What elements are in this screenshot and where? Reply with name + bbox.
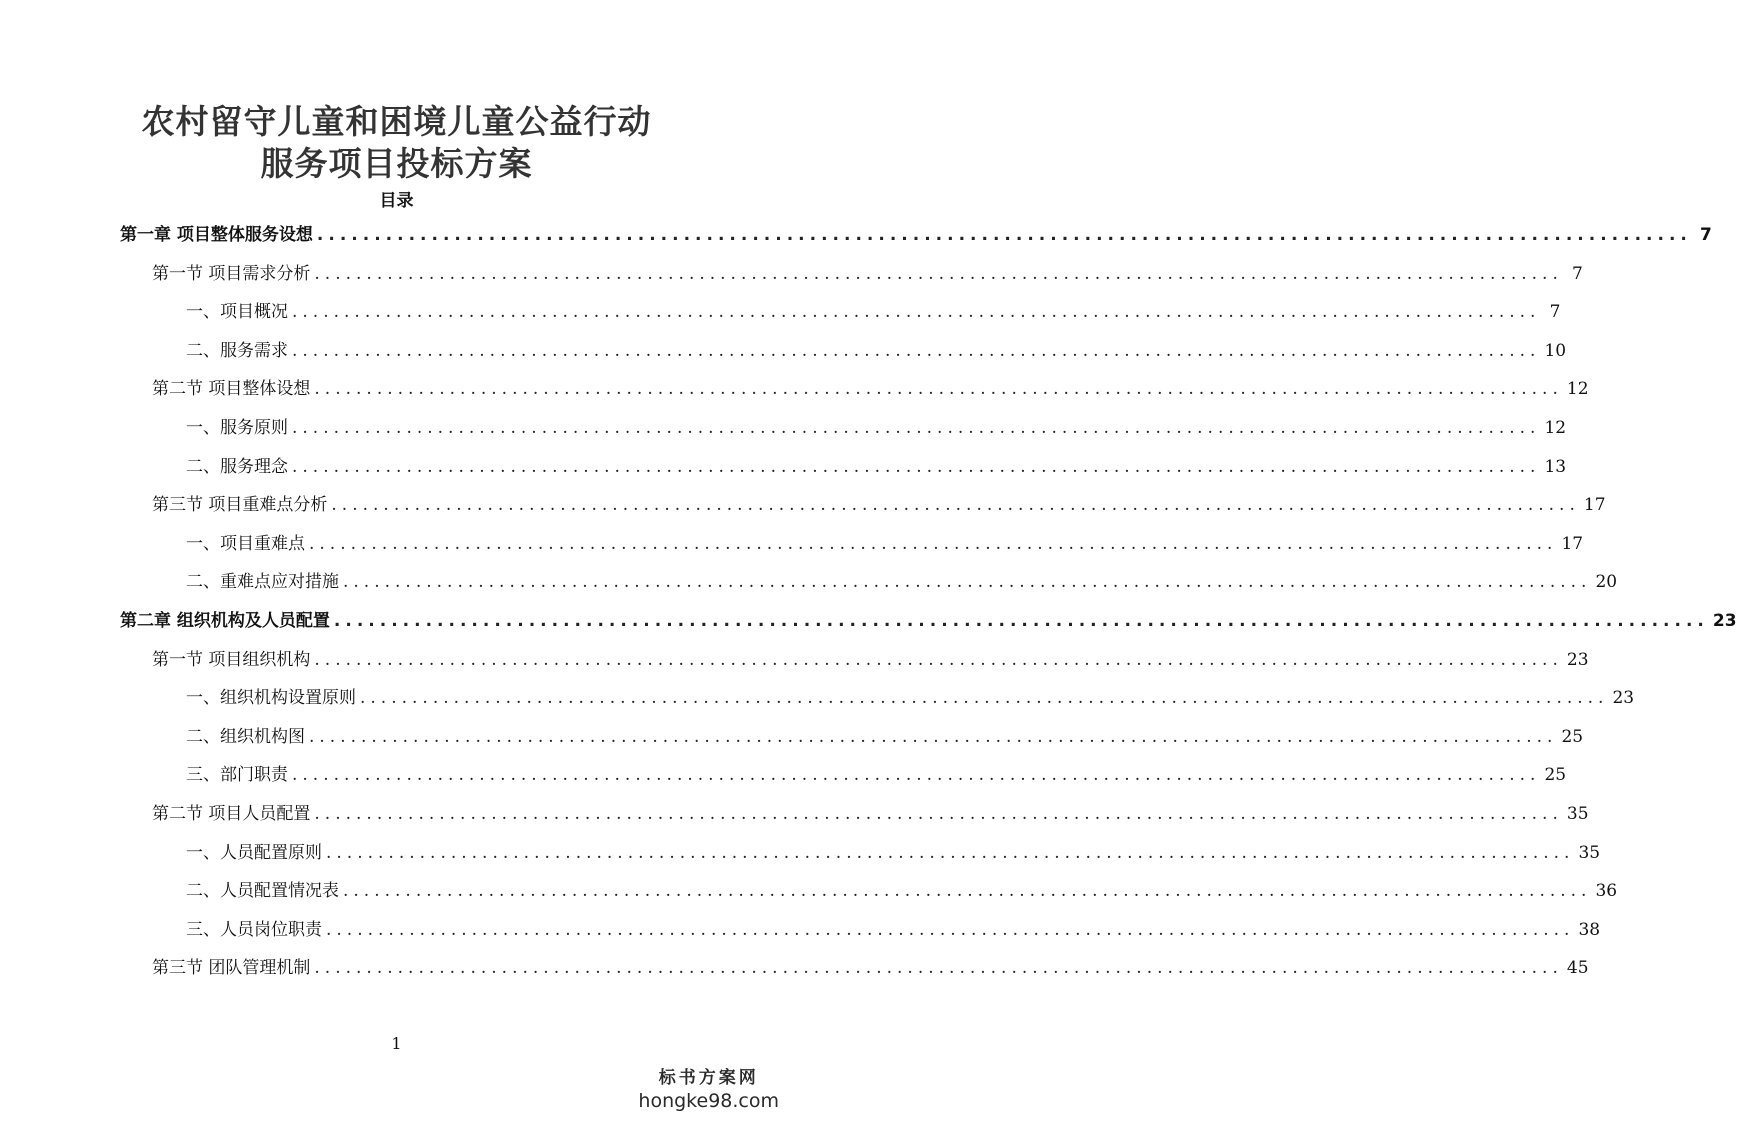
toc-leader-dots: ........................................................................................................................	[314, 379, 1563, 400]
toc-entry[interactable]	[186, 450, 1567, 484]
toc-leader-dots: ........................................................................................................................	[333, 611, 1709, 631]
toc-entry[interactable]	[186, 411, 1567, 445]
toc-entry-title: 三、人员岗位职责	[186, 919, 322, 940]
toc-entry-page: 12	[1544, 418, 1567, 438]
toc-entry-title: 二、服务理念	[186, 456, 288, 477]
toc-entry-title: 第二节 项目整体设想	[152, 379, 311, 400]
toc-entry[interactable]	[186, 681, 1635, 715]
watermark-chinese: 标书方案网	[658, 1068, 759, 1088]
toc-entry[interactable]	[186, 295, 1561, 329]
toc-entry-title: 二、重难点应对措施	[186, 572, 339, 593]
toc-entry-page: 7	[1572, 263, 1583, 284]
toc-leader-dots: ........................................................................................................................	[326, 842, 1575, 863]
document-title-line2: 服务项目投标方案	[260, 144, 533, 183]
toc-entry[interactable]	[186, 874, 1618, 908]
toc-entry-page: 17	[1561, 533, 1584, 554]
toc-entry[interactable]	[186, 758, 1567, 792]
toc-entry-title: 第二节 项目人员配置	[152, 804, 311, 824]
toc-entry-page: 23	[1566, 649, 1589, 670]
toc-entry[interactable]	[186, 527, 1584, 561]
toc-leader-dots: ........................................................................................................................	[360, 688, 1609, 709]
toc-entry-page: 13	[1544, 456, 1567, 477]
toc-entry-title: 第一节 项目需求分析	[152, 263, 311, 284]
toc-entry[interactable]	[186, 913, 1601, 947]
toc-entry[interactable]	[186, 334, 1567, 368]
watermark-domain: hongke98.com	[638, 1090, 779, 1112]
toc-leader-dots: ........................................................................................................................	[314, 958, 1563, 979]
toc-entry-page: 10	[1544, 340, 1567, 361]
toc-entry-page: 23	[1612, 688, 1635, 709]
toc-entry-title: 第三节 项目重难点分析	[152, 495, 328, 516]
toc-entry[interactable]	[186, 565, 1618, 599]
toc-entry-title: 二、人员配置情况表	[186, 881, 339, 902]
toc-entry-page: 45	[1566, 958, 1589, 979]
toc-entry-page: 35	[1578, 842, 1601, 863]
toc-entry-title: 一、组织机构设置原则	[186, 688, 356, 709]
toc-entry-page: 7	[1700, 225, 1712, 245]
toc-leader-dots: ........................................................................................................................	[331, 495, 1580, 516]
toc-entry-title: 二、服务需求	[186, 340, 288, 361]
toc-leader-dots: ........................................................................................................................	[309, 533, 1558, 554]
toc-leader-dots: ........................................................................................................................	[292, 418, 1541, 438]
toc-entry[interactable]	[186, 836, 1601, 870]
page-number: 1	[391, 1034, 402, 1053]
toc-entry-page: 7	[1549, 302, 1561, 323]
toc-entry[interactable]	[120, 604, 1737, 638]
toc-entry-title: 一、服务原则	[186, 418, 288, 438]
watermark-logo	[638, 1063, 779, 1112]
toc-entry[interactable]	[152, 643, 1589, 677]
toc-entry[interactable]	[152, 951, 1589, 985]
toc-entry[interactable]	[152, 257, 1583, 291]
toc-entry[interactable]	[152, 372, 1589, 406]
toc-entry-title: 一、项目重难点	[186, 533, 305, 554]
toc-leader-dots: ........................................................................................................................	[292, 765, 1541, 786]
toc-leader-dots: ........................................................................................................................	[326, 919, 1575, 940]
toc-heading: 目录	[379, 191, 414, 211]
toc-entry-title: 第三节 团队管理机制	[152, 958, 311, 979]
toc-entry-title: 第二章 组织机构及人员配置	[120, 611, 330, 631]
toc-entry-title: 二、组织机构图	[186, 726, 305, 747]
toc-entry-page: 20	[1595, 572, 1618, 593]
toc-leader-dots: ........................................................................................................................	[343, 881, 1592, 902]
toc-entry-title: 第一节 项目组织机构	[152, 649, 311, 670]
toc-entry-page: 38	[1578, 919, 1601, 940]
toc-leader-dots: ........................................................................................................................	[314, 263, 1563, 284]
toc-entry[interactable]	[152, 797, 1589, 831]
toc-entry-page: 12	[1566, 379, 1589, 400]
toc-entry-title: 三、部门职责	[186, 765, 288, 786]
toc-leader-dots: ........................................................................................................................	[292, 340, 1541, 361]
toc-leader-dots: ........................................................................................................................	[309, 726, 1558, 747]
toc-entry-page: 36	[1595, 881, 1618, 902]
toc-leader-dots: ........................................................................................................................	[292, 302, 1541, 323]
toc-entry-page: 25	[1561, 726, 1584, 747]
toc-entry-page: 17	[1583, 495, 1606, 516]
toc-entry[interactable]	[186, 720, 1584, 754]
toc-entry[interactable]	[152, 488, 1606, 522]
toc-leader-dots: ........................................................................................................................	[316, 225, 1692, 245]
toc-entry-title: 一、项目概况	[186, 302, 288, 323]
toc-entry-title: 一、人员配置原则	[186, 842, 322, 863]
toc-entry-page: 35	[1566, 804, 1589, 824]
toc-entry[interactable]	[120, 218, 1712, 252]
toc-entry-title: 第一章 项目整体服务设想	[120, 225, 313, 245]
toc-leader-dots: ........................................................................................................................	[314, 804, 1563, 824]
toc-leader-dots: ........................................................................................................................	[343, 572, 1592, 593]
document-title-line1: 农村留守儿童和困境儿童公益行动	[141, 102, 652, 141]
toc-leader-dots: ........................................................................................................................	[314, 649, 1563, 670]
toc-leader-dots: ........................................................................................................................	[292, 456, 1541, 477]
toc-entry-page: 23	[1712, 611, 1737, 631]
toc-entry-page: 25	[1544, 765, 1567, 786]
